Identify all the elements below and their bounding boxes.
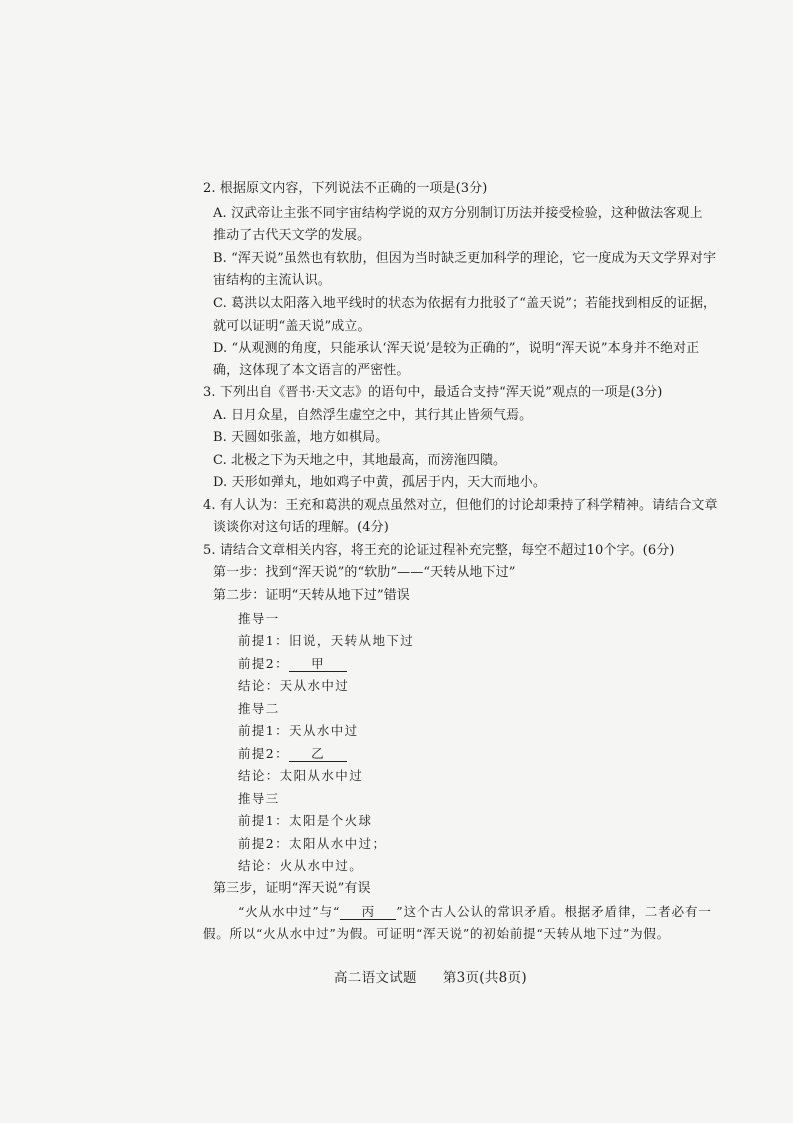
premise-label: 前提2： [238, 656, 290, 671]
q2-option-d-line2: 确，这体现了本文语言的严密性。 [213, 363, 410, 378]
q3-stem: 3. 下列出自《晋书·天文志》的语句中，最适合支持“浑天说”观点的一项是(3分) [203, 385, 663, 400]
final-text-b: ”这个古人公认的常识矛盾。根据矛盾律，二者必有一 [396, 904, 712, 919]
q3-option-b: B. 天圆如张盖，地方如棋局。 [213, 430, 389, 445]
blank-jia: 甲 [289, 657, 347, 672]
page-footer [334, 970, 527, 986]
footer-page-number: 第3页(共8页) [442, 970, 527, 986]
q2-option-c-line2: 就可以证明“盖天说”成立。 [213, 319, 371, 334]
derivation-2-conclusion: 结论：太阳从水中过 [238, 768, 364, 783]
q5-step3: 第三步，证明“浑天说”有误 [213, 881, 371, 896]
blank-yi: 乙 [289, 747, 347, 762]
q5-step1: 第一步：找到“浑天说”的“软肋”——“天转从地下过” [213, 565, 516, 580]
q2-option-c-line1: C. 葛洪以太阳落入地平线时的状态为依据有力批驳了“盖天说”；若能找到相反的证据， [213, 296, 717, 311]
derivation-1-premise-2 [238, 656, 347, 672]
q2-option-d-line1: D. “从观测的角度，只能承认‘浑天说’是较为正确的”，说明“浑天说”本身并不绝对正 [213, 341, 700, 356]
blank-bing: 丙 [340, 905, 396, 920]
q2-option-b-line2: 宙结构的主流认识。 [213, 273, 331, 288]
footer-subject: 高二语文试题 [334, 970, 417, 986]
q4-line1: 4. 有人认为：王充和葛洪的观点虽然对立，但他们的讨论却秉持了科学精神。请结合文章 [203, 498, 718, 513]
derivation-3-premise-2: 前提2：太阳从水中过； [238, 836, 387, 851]
derivation-3-conclusion: 结论：火从水中过。 [238, 858, 364, 873]
derivation-2-premise-1: 前提1：天从水中过 [238, 723, 359, 738]
premise-label: 前提2： [238, 746, 290, 761]
q2-option-b-line1: B. “浑天说”虽然也有软肋，但因为当时缺乏更加科学的理论，它一度成为天文学界对宇 [213, 251, 717, 266]
q5-final-line1 [238, 904, 712, 920]
derivation-2-premise-2 [238, 746, 347, 762]
q4-line2: 谈谈你对这句话的理解。(4分) [213, 520, 389, 535]
q5-final-line2: 假。所以“火从水中过”为假。可证明“浑天说”的初始前提“天转从地下过”为假。 [203, 926, 670, 941]
final-text-a: “火从水中过”与“ [238, 904, 341, 919]
derivation-2-title: 推导二 [238, 701, 280, 716]
derivation-1-conclusion: 结论：天从水中过 [238, 678, 350, 693]
derivation-1-title: 推导一 [238, 611, 280, 626]
q5-stem: 5. 请结合文章相关内容，将王充的论证过程补充完整，每空不超过10个字。(6分) [203, 543, 675, 558]
q5-step2: 第二步：证明“天转从地下过”错误 [213, 588, 410, 603]
q3-option-a: A. 日月众星，自然浮生虚空之中，其行其止皆须气焉。 [213, 408, 533, 423]
q3-option-d: D. 天形如弹丸，地如鸡子中黄，孤居于内，天大而地小。 [213, 475, 546, 490]
q2-option-a-line1: A. 汉武帝让主张不同宇宙结构学说的双方分别制订历法并接受检验，这种做法客观上 [213, 206, 703, 221]
derivation-1-premise-1: 前提1：旧说，天转从地下过 [238, 633, 415, 648]
derivation-3-premise-1: 前提1：太阳是个火球 [238, 813, 373, 828]
q3-option-c: C. 北极之下为天地之中，其地最高，而滂沲四隤。 [213, 453, 507, 468]
q2-stem: 2. 根据原文内容，下列说法不正确的一项是(3分) [203, 181, 488, 196]
q2-option-a-line2: 推动了古代天文学的发展。 [213, 228, 371, 243]
derivation-3-title: 推导三 [238, 791, 280, 806]
